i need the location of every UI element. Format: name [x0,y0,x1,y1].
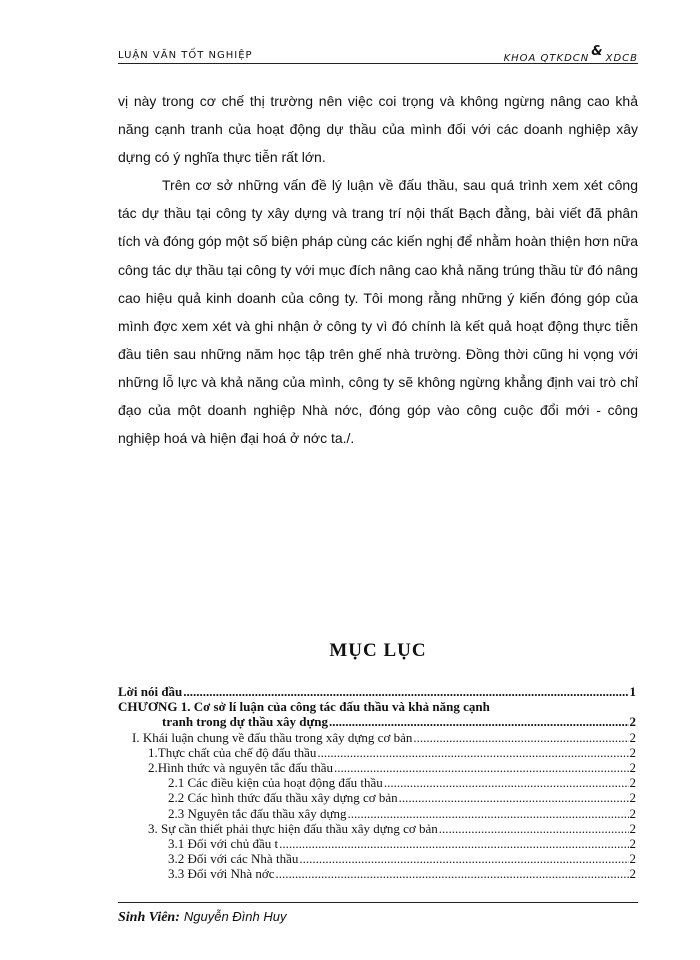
toc-entry[interactable] [118,821,636,836]
toc-entry[interactable] [118,806,636,821]
toc-entry[interactable] [118,851,636,866]
header-faculty-b: XDCB [605,53,638,64]
toc-entry-page: 2 [629,866,636,882]
body-paragraph-1: vị này trong cơ chế thị trường nên việc coi trọng và không ngừng nâng cao khả năng cạnh tranh của hoạt động dự thầu của mình đối với các doanh nghiệp xây dựng có ý nghĩa thực tiễn rất lớn. [118,93,638,166]
toc-entry-text: I. Khái luận chung về đấu thầu trong xây dựng cơ bản [132,729,413,745]
toc-entry[interactable] [118,836,636,851]
toc-entry-text: Lời nói đầu [118,684,183,699]
body-text [118,87,638,452]
toc-entry[interactable] [118,790,636,805]
toc-entry[interactable] [118,730,636,745]
toc-title: MỤC LỤC [329,640,427,661]
toc-entry-page: 2 [629,744,636,760]
toc-entry-text: 2.2 Các hình thức đấu thầu xây dựng cơ bản [168,790,398,806]
toc-entry[interactable] [118,866,636,881]
page-header [118,44,638,64]
header-thesis-label: LUẬN VĂN TỐT NGHIỆP [118,50,253,61]
toc-entry[interactable] [118,760,636,775]
toc-entry-page: 2 [629,851,636,867]
toc-entry[interactable] [118,699,636,714]
footer-student-name: Nguyễn Đình Huy [183,909,287,924]
toc-entry-page: 2 [629,775,636,791]
toc-entry-text: 3.1 Đối với chủ đầu t [168,836,279,852]
footer-student-label: Sinh Viên: [118,910,180,925]
toc-entry[interactable] [118,745,636,760]
toc-entry-text: 2.1 Các điều kiện của hoạt động đấu thầu [168,775,383,791]
toc-entry-text: 3.3 Đối với Nhà nớc [168,866,275,882]
toc-entry-text: tranh trong dự thầu xây dựng [162,714,328,730]
body-paragraph-2: Trên cơ sở những vấn đề lý luận về đấu thầu, sau quá trình xem xét công tác dự thầu tại công ty xây dựng và trang trí nội thất Bạch đằng, bài viết đã phân tích và đóng góp một số biện pháp cùng các kiến nghị để nhằm hoàn thiện hơn nữa công tác dự thầu tại công ty với mục đích nâng cao khả năng trúng thầu từ đó nâng cao hiệu quả kinh doanh của công ty. Tôi mong rằng những ý kiến đóng góp của mình đợc xem xét và ghi nhận ở công ty vì đó chính là kết quả hoạt động thực tiễn đầu tiên sau những năm học tập trên ghế nhà trường. Đồng thời cũng hi vọng với những lỗ lực và khả năng của mình, công ty sẽ không ngừng khẳng định vai trò chỉ đạo của một doanh nghiệp Nhà nớc, đóng góp vào công cuộc đổi mới - công nghiệp hoá và hiện đại hoá ở nớc ta./. [118,177,638,447]
toc-entry-text: 1.Thực chất của chế độ đấu thầu [148,744,317,760]
toc-entry-page: 2 [629,760,636,776]
toc-entry[interactable] [118,714,636,729]
toc-entry-text: CHƯƠNG 1. Cơ sở lí luận của công tác đấu thầu và khả năng cạnh [118,699,490,715]
toc-entry-page: 2 [629,820,636,836]
toc-entry[interactable] [118,684,636,699]
page-footer [118,902,638,926]
toc-entry-text: 2.3 Nguyên tắc đấu thầu xây dựng [168,805,347,821]
toc-entry-text: 3.2 Đối với các Nhà thầu [168,851,299,867]
toc-entry[interactable] [118,775,636,790]
toc-entry-page: 2 [629,790,636,806]
toc-entry-page: 1 [629,684,636,699]
toc-entry-page: 2 [629,714,636,730]
header-ampersand: & [591,44,604,59]
toc-entry-page: 2 [629,836,636,852]
header-faculty-label [503,44,638,65]
toc-entry-text: 2.Hình thức và nguyên tắc đấu thầu [148,760,334,776]
toc-entry-page: 2 [629,805,636,821]
toc-entry-page: 2 [629,729,636,745]
table-of-contents [118,684,636,882]
header-faculty-a: KHOA QTKDCN [503,53,590,64]
toc-entry-text: 3. Sự cần thiết phải thực hiện đấu thầu xây dựng cơ bản [148,820,438,836]
